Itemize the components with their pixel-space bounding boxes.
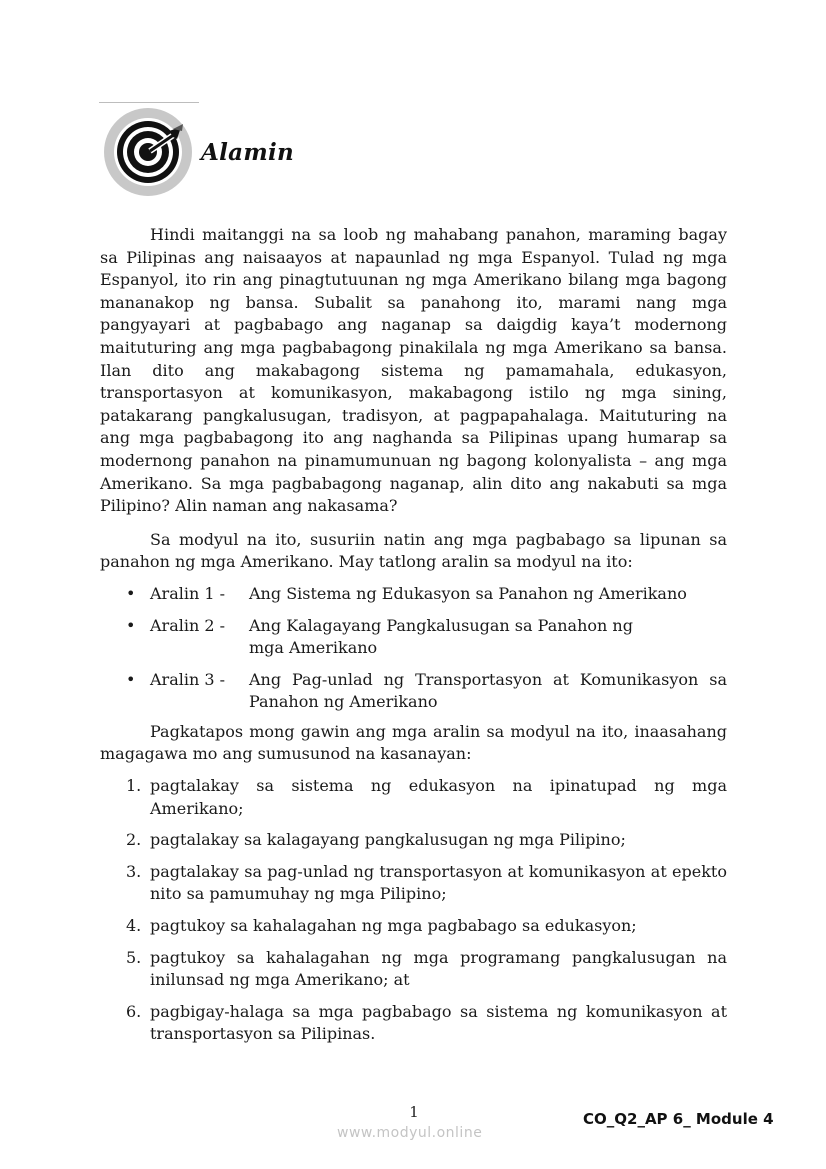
bullet-icon: • (126, 583, 136, 603)
page-number: 1 (409, 1103, 419, 1121)
objective-text: pagtukoy sa kahalagahan ng mga programang pangkalusugan na inilunsad ng mga Amerikano; at (150, 947, 727, 990)
intro-paragraph-1-text: Hindi maitanggi na sa loob ng mahabang panahon, maraming bagay sa Pilipinas ang naisaayos at napaunlad ng mga Espanyol. Tulad ng mga Espanyol, ito rin ang pinagtutuunan ng mga Amerikano bilang mga bagong mananakop ng bansa. Subalit sa panahong ito, marami nang mga pangyayari at pagbabago ang naganap sa daigdig kaya’t modernong maituturing ang mga pagbabagong pinakilala ng mga Amerikano sa bansa. Ilan dito ang makabagong sistema ng pamamahala, edukasyon, transportasyon at komunikasyon, makabagong istilo ng mga sining, patakarang pangkalusugan, tradisyon, at pagpapahalaga. Maituturing na ang mga pagbabagong ito ang naghanda sa Pilipinas upang humarap sa modernong panahon na pinamumunuan ng bagong kolonyalista – ang mga Amerikano. Sa mga pagbabagong naganap, alin dito ang nakabuti sa mga Pilipino? Alin naman ang nakasama? (100, 225, 727, 516)
objective-item (100, 947, 727, 992)
lesson-label: Aralin 2 - (150, 615, 226, 635)
lesson-label: Aralin 1 - (150, 583, 226, 603)
objective-number: 6. (126, 1001, 142, 1021)
section-header (103, 106, 294, 198)
objective-text: pagtukoy sa kahalagahan ng mga pagbabago sa edukasyon; (150, 916, 637, 936)
intro-paragraph-2-text: Sa modyul na ito, susuriin natin ang mga pagbabago sa lipunan sa panahon ng mga Amerikano. May tatlong aralin sa modyul na ito: (100, 529, 727, 572)
objective-item (100, 1001, 727, 1046)
module-code: CO_Q2_AP 6_ Module 4 (583, 1110, 774, 1128)
page-content (100, 224, 727, 1046)
lesson-list (100, 583, 727, 714)
lesson-title: Ang Pag-unlad ng Transportasyon at Komunikasyon sa Panahon ng Amerikano (249, 669, 727, 712)
objective-item (100, 861, 727, 906)
objectives-intro (100, 721, 727, 766)
objective-text: pagtalakay sa sistema ng edukasyon na ipinatupad ng mga Amerikano; (150, 776, 727, 818)
objective-item (100, 775, 727, 820)
bullet-icon: • (126, 669, 136, 689)
objective-number: 5. (126, 947, 142, 967)
intro-paragraph-2 (100, 529, 727, 574)
objective-text: pagtalakay sa pag-unlad ng transportasyon at komunikasyon at epekto nito sa pamumuhay ng mga Pilipino; (150, 861, 727, 904)
objectives-list (100, 775, 727, 1046)
bullet-icon: • (126, 615, 136, 635)
intro-paragraph-1 (100, 224, 727, 518)
objective-text: pagbigay-halaga sa mga pagbabago sa sistema ng komunikasyon at transportasyon sa Pilipinas. (150, 1001, 727, 1044)
lesson-item (100, 669, 727, 714)
watermark-link[interactable]: www.modyul.online (337, 1125, 483, 1141)
header-divider (99, 102, 199, 103)
objective-number: 3. (126, 861, 142, 881)
objective-number: 1. (126, 776, 142, 796)
lesson-item (100, 583, 727, 606)
section-title: Alamin (201, 138, 295, 166)
objective-number: 4. (126, 916, 142, 936)
objective-number: 2. (126, 830, 142, 850)
objective-item (100, 829, 727, 852)
lesson-title: Ang Kalagayang Pangkalusugan sa Panahon ng mga Amerikano (249, 615, 633, 658)
lesson-label: Aralin 3 - (150, 669, 226, 689)
objectives-intro-text: Pagkatapos mong gawin ang mga aralin sa modyul na ito, inaasahang magagawa mo ang sumusunod na kasanayan: (100, 721, 727, 764)
objective-item (100, 915, 727, 938)
lesson-title: Ang Sistema ng Edukasyon sa Panahon ng Amerikano (249, 583, 687, 603)
objective-text: pagtalakay sa kalagayang pangkalusugan ng mga Pilipino; (150, 830, 626, 850)
lesson-item (100, 615, 727, 660)
target-bullseye-icon (103, 107, 193, 197)
